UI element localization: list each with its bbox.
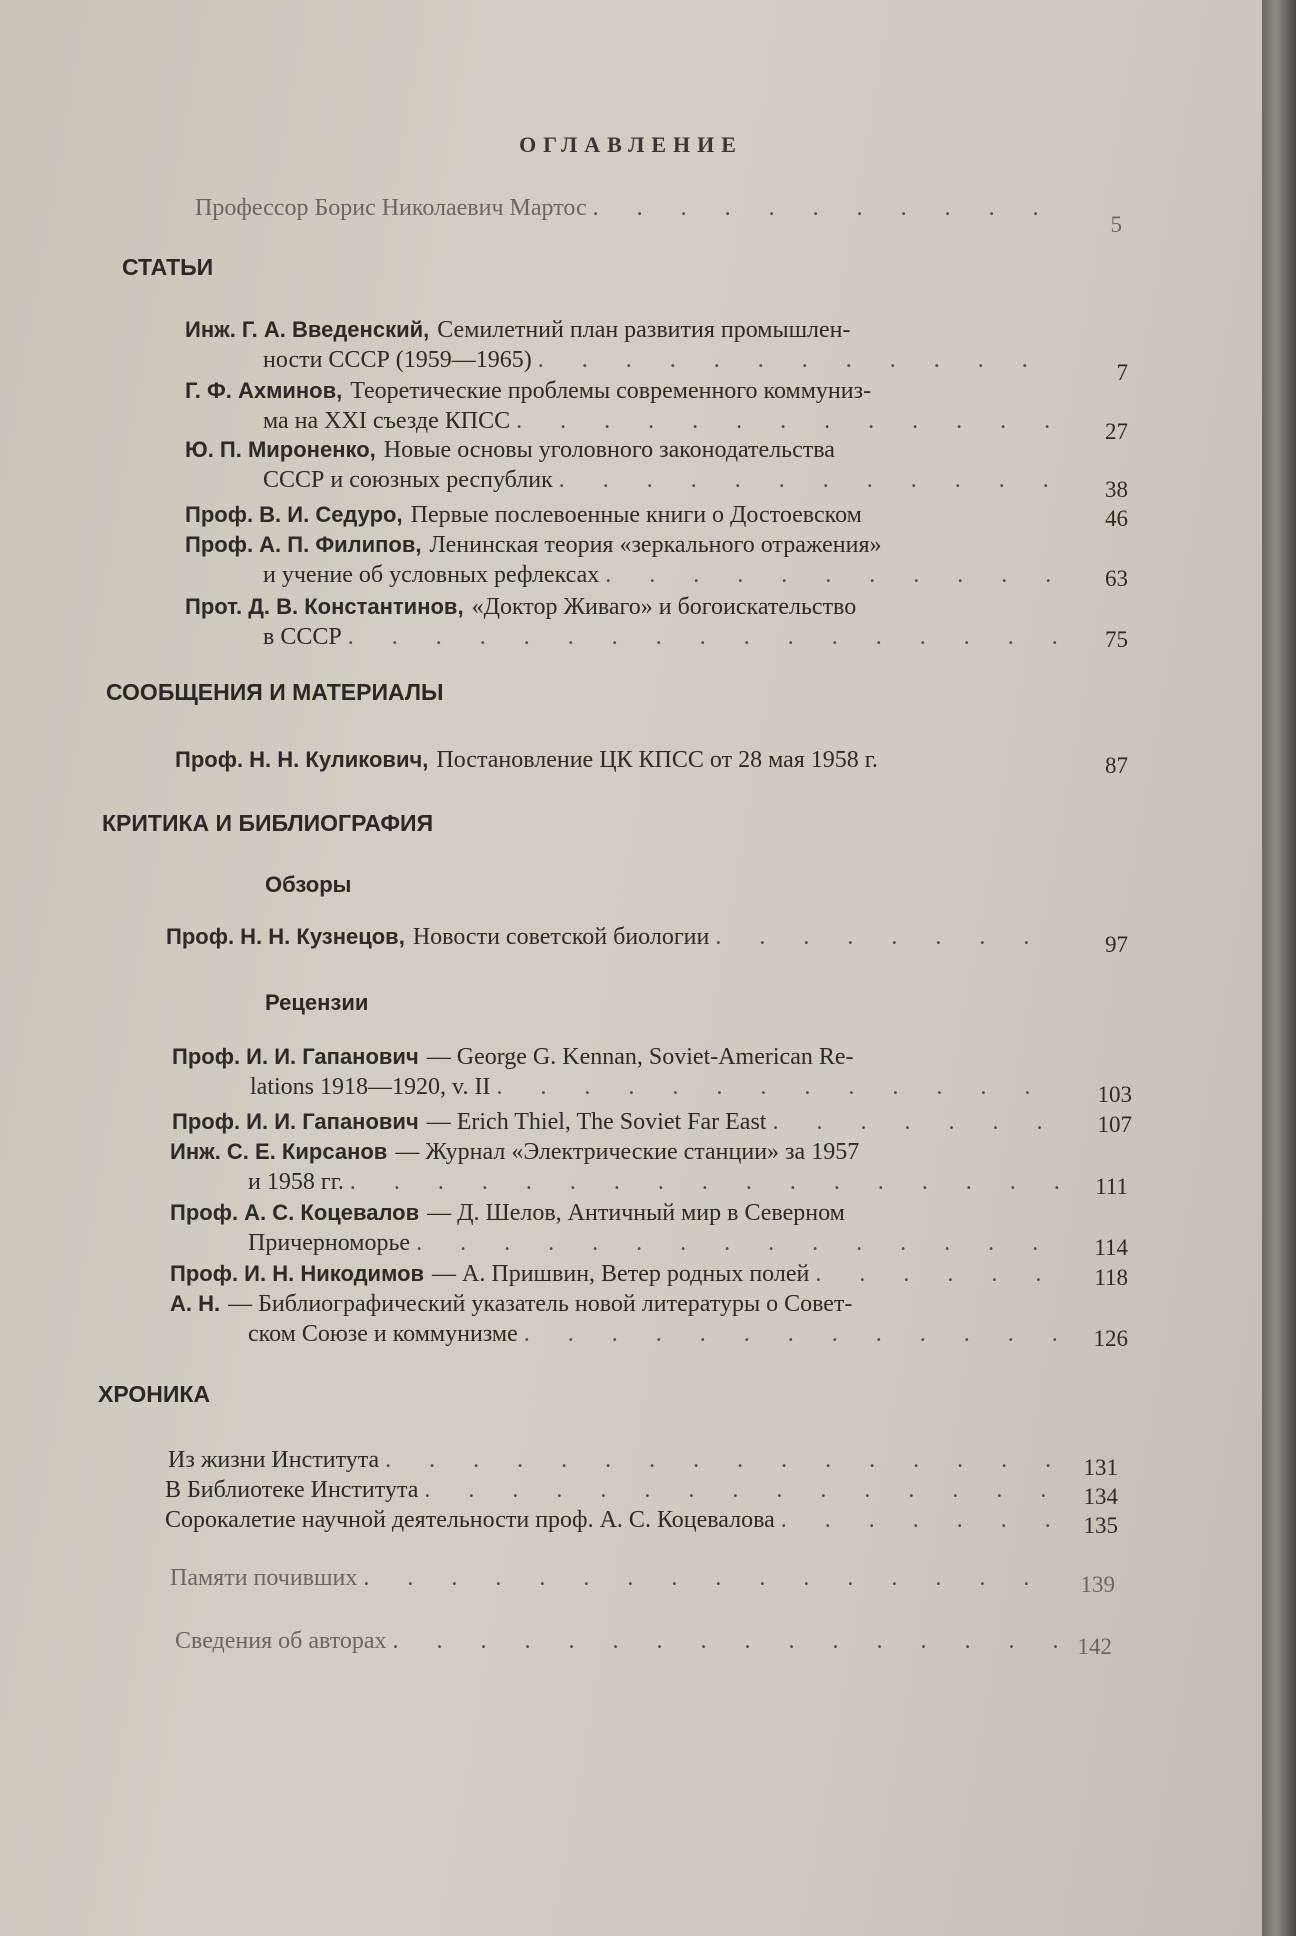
leader-dots	[348, 622, 1059, 652]
toc-entry	[168, 1445, 1068, 1475]
entry-title: Новые основы уголовного законодательства	[383, 437, 835, 463]
entry-author: Проф. А. П. Филипов,	[185, 532, 422, 557]
page-number: 107	[1097, 1112, 1132, 1137]
leader-dots	[496, 1072, 1066, 1102]
leader-dots	[393, 1626, 1059, 1656]
entry-title-cont: и учение об условных рефлексах	[263, 562, 600, 588]
leader-dots	[350, 1167, 1064, 1197]
page-number: 27	[1105, 419, 1128, 444]
page-number: 134	[1083, 1484, 1118, 1509]
leader-dots	[538, 345, 1059, 375]
leader-dots	[559, 465, 1059, 495]
toc-entry	[172, 1107, 1067, 1137]
page-number: 131	[1083, 1455, 1118, 1480]
entry-author: Г. Ф. Ахминов,	[185, 378, 343, 403]
leader-dots	[593, 193, 1059, 223]
entry-title: Новости советской биологии	[412, 924, 710, 950]
entry-title-cont: в СССР	[263, 624, 342, 650]
page-number: 135	[1083, 1513, 1118, 1538]
entry-title: — А. Пришвин, Ветер родных полей	[432, 1261, 810, 1287]
toc-entry	[185, 315, 1065, 375]
page-number: 46	[1105, 506, 1128, 531]
entry-title-cont: ском Союзе и коммунизме	[248, 1321, 518, 1347]
toc-entry	[166, 922, 1066, 952]
page-number: 5	[1110, 212, 1122, 237]
leader-dots	[424, 1475, 1059, 1505]
section-heading-criticism: КРИТИКА И БИБЛИОГРАФИЯ	[102, 810, 434, 836]
entry-author: Ю. П. Мироненко,	[185, 437, 376, 462]
leader-dots	[781, 1505, 1059, 1535]
entry-author: Проф. И. И. Гапанович	[172, 1044, 419, 1069]
entry-title: — George G. Kennan, Soviet-American Re-	[426, 1044, 854, 1070]
book-edge	[1262, 0, 1296, 1936]
page-number: 126	[1093, 1326, 1128, 1351]
section-heading-articles: СТАТЬИ	[122, 254, 214, 280]
page-number: 7	[1116, 360, 1128, 385]
entry-author: Проф. Н. Н. Куликович,	[175, 747, 429, 772]
page-number: 97	[1105, 932, 1128, 957]
section-heading-chronicle: ХРОНИКА	[98, 1381, 211, 1407]
subsection-heading-reviews-overview: Обзоры	[265, 872, 352, 897]
leader-dots	[516, 406, 1059, 436]
entry-author: Проф. Н. Н. Кузнецов,	[166, 924, 405, 949]
entry-title: Семилетний план развития промышлен-	[437, 317, 851, 343]
entry-title: — Erich Thiel, The Soviet Far East	[426, 1109, 767, 1135]
toc-entry	[185, 592, 1065, 652]
entry-title: Памяти почивших	[170, 1565, 358, 1591]
entry-author: Проф. А. С. Коцевалов	[170, 1200, 420, 1225]
entry-author: Проф. В. И. Седуро,	[185, 502, 403, 527]
leader-dots	[605, 560, 1059, 590]
section-heading-reports: СООБЩЕНИЯ И МАТЕРИАЛЫ	[106, 679, 444, 705]
entry-title-cont: Причерноморье	[248, 1230, 411, 1256]
leader-dots	[772, 1107, 1061, 1137]
toc-entry	[185, 376, 1065, 436]
entry-title-cont: и 1958 гг.	[248, 1169, 344, 1195]
subsection-heading-book-reviews: Рецензии	[265, 990, 369, 1015]
leader-dots	[524, 1319, 1064, 1349]
entry-title-cont: СССР и союзных республик	[263, 467, 553, 493]
leader-dots	[385, 1445, 1062, 1475]
page-number: 111	[1095, 1174, 1128, 1199]
entry-title: Постановление ЦК КПСС от 28 мая 1958 г.	[436, 747, 878, 773]
toc-entry	[185, 500, 1065, 530]
toc-heading: ОГЛАВЛЕНИЕ	[519, 132, 743, 157]
entry-title: — Библиографический указатель новой литературы о Совет-	[228, 1291, 853, 1317]
toc-entry	[175, 745, 1065, 775]
entry-author: Инж. Г. А. Введенский,	[185, 317, 430, 342]
entry-title: Из жизни Института	[168, 1447, 380, 1473]
entry-author: Проф. И. Н. Никодимов	[170, 1261, 425, 1286]
page-number: 75	[1105, 627, 1128, 652]
entry-author: Проф. И. И. Гапанович	[172, 1109, 419, 1134]
entry-title: — Журнал «Электрические станции» за 1957	[395, 1139, 860, 1165]
leader-dots	[815, 1259, 1059, 1289]
toc-entry	[165, 1505, 1065, 1535]
entry-title: Теоретические проблемы современного коммуниз-	[350, 378, 872, 404]
toc-entry	[175, 1626, 1065, 1656]
entry-title: Сведения об авторах	[175, 1628, 387, 1654]
entry-author: Инж. С. Е. Кирсанов	[170, 1139, 388, 1164]
page-number: 114	[1094, 1235, 1128, 1260]
toc-entry	[170, 1563, 1065, 1593]
entry-title: В Библиотеке Института	[165, 1477, 419, 1503]
entry-title-cont: lations 1918—1920, v. II	[250, 1074, 491, 1100]
page-number: 38	[1105, 477, 1128, 502]
toc-entry	[185, 435, 1065, 495]
page-number: 118	[1094, 1265, 1128, 1290]
entry-title: — Д. Шелов, Античный мир в Северном	[427, 1200, 845, 1226]
entry-author: А. Н.	[170, 1291, 221, 1316]
entry-title: Ленинская теория «зеркального отражения»	[429, 532, 882, 558]
entry-author: Прот. Д. В. Константинов,	[185, 594, 464, 619]
page-number: 103	[1097, 1082, 1132, 1107]
leader-dots	[715, 922, 1060, 952]
entry-title: Профессор Борис Николаевич Мартос	[195, 195, 587, 221]
page-number: 142	[1077, 1634, 1112, 1659]
toc-entry	[170, 1198, 1070, 1258]
toc-entry	[170, 1259, 1065, 1289]
entry-title: Первые послевоенные книги о Достоевском	[410, 502, 862, 528]
page-number: 87	[1105, 753, 1128, 778]
entry-title: «Доктор Живаго» и богоискательство	[471, 594, 857, 620]
toc-entry	[170, 1137, 1070, 1197]
toc-entry-preface	[195, 193, 1065, 223]
toc-entry	[185, 530, 1065, 590]
toc-entry	[172, 1042, 1072, 1102]
entry-title: Сорокалетие научной деятельности проф. А. С. Коцевалова	[165, 1507, 775, 1533]
entry-title-cont: ма на XXI съезде КПСС	[263, 408, 511, 434]
toc-entry	[165, 1475, 1065, 1505]
entry-title-cont: ности СССР (1959—1965)	[263, 347, 532, 373]
leader-dots	[416, 1228, 1064, 1258]
toc-entry	[170, 1289, 1070, 1349]
leader-dots	[363, 1563, 1059, 1593]
page-number: 63	[1105, 566, 1128, 591]
page-number: 139	[1080, 1572, 1115, 1597]
